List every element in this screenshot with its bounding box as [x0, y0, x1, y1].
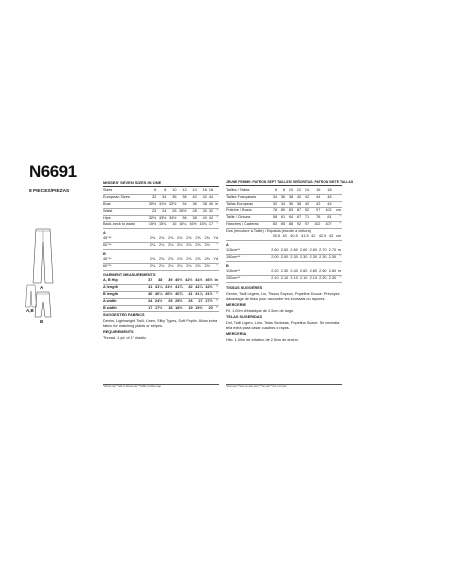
- back-length-values: [226, 234, 342, 241]
- row-label: [226, 234, 270, 241]
- table-cell: 36: [278, 194, 286, 201]
- table-cell: 102: [321, 208, 332, 215]
- english-footnote: *without nap **with or without nap ***width of without nap: [103, 386, 161, 388]
- table-cell: 25: [167, 208, 177, 215]
- row-label: Bust: [103, 202, 147, 209]
- table-cell: 87: [294, 208, 302, 215]
- table-cell: 2.30: [318, 255, 328, 262]
- table-cell: 16: [310, 187, 321, 194]
- table-cell: 2.60: [299, 269, 309, 276]
- table-cell: ": [211, 264, 219, 271]
- table-cell: 2⅝: [202, 257, 211, 264]
- table-row: [226, 276, 342, 283]
- table-cell: 2.10: [289, 276, 299, 283]
- table-row: [103, 278, 219, 285]
- table-cell: ": [337, 276, 342, 283]
- table-cell: 2⅝: [147, 257, 156, 264]
- table-cell: 2.30: [280, 269, 290, 276]
- table-cell: 2.40: [289, 269, 299, 276]
- row-label: Tailles / Tallas: [226, 187, 270, 194]
- table-cell: 24½: [153, 298, 163, 305]
- table-cell: 41½: [204, 291, 214, 298]
- row-label: B width: [103, 305, 147, 312]
- table-cell: 40: [147, 291, 153, 298]
- table-cell: 16: [198, 188, 208, 195]
- table-row: [103, 208, 219, 215]
- french-spanish-footnote: *sans sens **avec ou sans sens ***sin pelo **con o sin pelo: [226, 386, 287, 388]
- view-b-illustration: [33, 262, 53, 318]
- table-cell: 32: [147, 195, 157, 202]
- english-view-b-label: B: [103, 252, 106, 257]
- table-cell: 31½: [157, 202, 167, 209]
- table-cell: 36: [188, 202, 198, 209]
- table-cell: 6: [147, 188, 157, 195]
- table-cell: 81: [321, 215, 332, 222]
- table-cell: 102: [310, 221, 321, 228]
- table-cell: 41¼: [153, 285, 163, 292]
- table-cell: 25: [163, 298, 173, 305]
- table-cell: 40: [294, 194, 302, 201]
- telas-sugeridas-text: Dril, Twill Ligero, Lino, Telas Sedosas, Popelina Suave. Se necesita tela extra para casar cuadros o rayas.: [226, 320, 340, 330]
- table-cell: 2⅝: [174, 257, 183, 264]
- table-cell: 88: [286, 221, 294, 228]
- table-row: [103, 188, 219, 195]
- french-view-b-yardage: [226, 269, 342, 283]
- table-cell: 24: [147, 298, 153, 305]
- table-cell: 2.60: [308, 248, 318, 255]
- table-cell: 38: [153, 278, 163, 285]
- requirements-text: Thread. 1 yd. of 1" elastic.: [103, 336, 147, 341]
- english-view-a-yardage: [103, 236, 219, 250]
- table-cell: 2.60: [270, 248, 280, 255]
- table-cell: 33½: [157, 215, 167, 222]
- french-view-a-label: A: [226, 243, 229, 248]
- table-cell: 38: [286, 194, 294, 201]
- table-cell: 2⅛: [183, 243, 192, 250]
- table-cell: 27: [194, 298, 204, 305]
- table-cell: 39: [163, 278, 173, 285]
- table-cell: ": [214, 215, 219, 222]
- table-cell: 20: [204, 305, 214, 312]
- table-cell: 2⅛: [193, 243, 202, 250]
- table-cell: 2.20: [318, 276, 328, 283]
- table-row: [103, 257, 219, 264]
- table-cell: ": [211, 243, 219, 250]
- table-cell: 2.30: [328, 255, 338, 262]
- table-cell: 83: [270, 221, 278, 228]
- table-cell: ": [214, 298, 219, 305]
- table-cell: 85: [278, 221, 286, 228]
- table-cell: 42.5: [316, 234, 327, 241]
- table-cell: 67: [294, 215, 302, 222]
- table-cell: 41¾: [173, 285, 183, 292]
- table-cell: 2⅛: [165, 264, 174, 271]
- table-cell: 2⅝: [202, 236, 211, 243]
- table-cell: 42: [198, 195, 208, 202]
- table-cell: 25½: [173, 298, 183, 305]
- table-cell: 2⅝: [183, 257, 192, 264]
- table-cell: 36: [177, 215, 187, 222]
- table-cell: ": [214, 285, 219, 292]
- table-cell: [214, 195, 219, 202]
- table-cell: 2.30: [328, 276, 338, 283]
- table-cell: 16¼: [177, 222, 187, 229]
- french-spanish-column: [226, 180, 354, 343]
- garment-measurements-table: [103, 278, 219, 312]
- table-cell: 18: [321, 187, 332, 194]
- table-cell: 97: [302, 221, 310, 228]
- row-label: 150cm**: [226, 255, 270, 262]
- table-cell: 2⅛: [183, 264, 192, 271]
- table-cell: 2⅛: [165, 243, 174, 250]
- table-cell: 38: [294, 201, 302, 208]
- table-cell: 71: [302, 215, 310, 222]
- table-cell: 8: [157, 188, 167, 195]
- table-cell: 2.10: [280, 276, 290, 283]
- table-cell: 58: [270, 215, 278, 222]
- table-cell: m: [337, 248, 342, 255]
- row-label: A, B Hip: [103, 278, 147, 285]
- row-label: Waist: [103, 208, 147, 215]
- table-cell: 42: [208, 215, 214, 222]
- table-cell: 2.20: [270, 269, 280, 276]
- table-cell: m: [337, 269, 342, 276]
- view-ab-label: A,B: [26, 308, 34, 313]
- view-a-label: A: [40, 285, 44, 290]
- table-cell: 2⅝: [193, 236, 202, 243]
- table-cell: 40½: [163, 291, 173, 298]
- table-cell: Yd: [211, 236, 219, 243]
- english-view-a-label: A: [103, 231, 106, 236]
- table-cell: cm: [333, 208, 342, 215]
- row-label: 115cm**: [226, 269, 270, 276]
- french-spanish-size-header: JEUNE FEMME: PATRON SEPT TAILLES/ SEÑORITAS: PATRON SIETE TALLAS: [226, 180, 342, 186]
- table-cell: 12: [294, 187, 302, 194]
- table-row: [226, 215, 342, 222]
- table-cell: ": [333, 221, 342, 228]
- table-cell: 40¾: [173, 291, 183, 298]
- pieces-count: 8 PIECES/PIEZAS: [29, 189, 70, 194]
- french-spanish-size-table: [226, 187, 342, 228]
- table-cell: 2.10: [308, 276, 318, 283]
- tissus-suggeres-header: TISSUS SUGGÉRÉS: [226, 285, 263, 290]
- row-label: Hips: [103, 215, 147, 222]
- table-cell: 34: [177, 202, 187, 209]
- row-label: 60"**: [103, 264, 147, 271]
- row-label: A length: [103, 285, 147, 292]
- table-cell: 43: [327, 234, 334, 241]
- table-cell: ": [214, 208, 219, 215]
- table-cell: 42: [184, 285, 194, 292]
- table-cell: 40: [281, 234, 288, 241]
- table-cell: 42½: [184, 278, 194, 285]
- garment-measurements-header: GARMENT MEASUREMENTS: [103, 273, 156, 278]
- table-cell: 26½: [177, 208, 187, 215]
- table-cell: [333, 201, 342, 208]
- table-cell: 2.30: [289, 255, 299, 262]
- table-cell: Yd: [211, 257, 219, 264]
- table-row: [103, 195, 219, 202]
- table-cell: 2.10: [299, 276, 309, 283]
- table-cell: ": [214, 291, 219, 298]
- table-cell: 76: [310, 215, 321, 222]
- table-cell: 2⅛: [147, 264, 156, 271]
- table-cell: [333, 187, 342, 194]
- table-cell: cm: [334, 234, 342, 241]
- table-cell: 78: [270, 208, 278, 215]
- english-column: [103, 180, 219, 341]
- table-cell: 2⅛: [193, 264, 202, 271]
- table-cell: 36: [167, 195, 177, 202]
- table-cell: 6: [270, 187, 278, 194]
- merceria-header: MERCERIA: [226, 331, 247, 336]
- table-cell: 16½: [188, 222, 198, 229]
- table-cell: 44½: [194, 278, 204, 285]
- table-cell: ": [333, 215, 342, 222]
- table-cell: 36: [286, 201, 294, 208]
- table-cell: 2.70: [318, 248, 328, 255]
- table-cell: 44: [208, 195, 214, 202]
- table-cell: 18½: [173, 305, 183, 312]
- table-cell: 34: [278, 201, 286, 208]
- table-cell: [333, 194, 342, 201]
- table-cell: 34½: [167, 215, 177, 222]
- table-cell: 39.5: [270, 234, 281, 241]
- table-cell: 42: [310, 234, 317, 241]
- row-label: Tailles Françaises: [226, 194, 270, 201]
- row-label: Taille / Cintura: [226, 215, 270, 222]
- table-cell: 42: [310, 201, 321, 208]
- table-cell: 97: [310, 208, 321, 215]
- back-length-label: Dos (encolure à Taille) / Espalda (escote a cintura): [226, 228, 311, 233]
- table-cell: 10: [286, 187, 294, 194]
- table-cell: 2⅝: [183, 236, 192, 243]
- table-cell: 30: [198, 208, 208, 215]
- row-label: 60"**: [103, 243, 147, 250]
- table-row: [226, 255, 342, 262]
- table-cell: 2⅛: [202, 264, 211, 271]
- table-cell: 2⅛: [174, 243, 183, 250]
- view-b-label: B: [40, 319, 44, 324]
- tissus-suggeres-text: Denim, Twill Légers, Lin, Tissus Soyeux, Popeline Douce. Prévoyez davantage de tissu pour raccorder les écossais ou rayures.: [226, 291, 340, 301]
- table-cell: 2⅝: [174, 236, 183, 243]
- table-cell: 42¼: [194, 285, 204, 292]
- table-cell: 18: [163, 305, 173, 312]
- table-row: [226, 208, 342, 215]
- table-cell: 42½: [204, 285, 214, 292]
- english-size-table: [103, 188, 219, 229]
- table-cell: 42: [302, 194, 310, 201]
- table-row: [226, 201, 342, 208]
- table-cell: 61: [278, 215, 286, 222]
- table-cell: 30½: [147, 202, 157, 209]
- row-label: 45"**: [103, 257, 147, 264]
- table-cell: 32½: [167, 202, 177, 209]
- table-cell: 2.60: [308, 269, 318, 276]
- table-cell: 38: [177, 195, 187, 202]
- table-cell: ": [214, 222, 219, 229]
- table-row: [226, 234, 342, 241]
- table-cell: 28: [188, 208, 198, 215]
- table-cell: 32½: [147, 215, 157, 222]
- table-cell: 38: [188, 215, 198, 222]
- table-cell: 38: [198, 202, 208, 209]
- table-cell: 107: [321, 221, 332, 228]
- table-cell: 2.60: [318, 269, 328, 276]
- table-cell: 14: [302, 187, 310, 194]
- table-cell: 2.60: [328, 269, 338, 276]
- table-cell: 41½: [163, 285, 173, 292]
- table-cell: 92: [302, 208, 310, 215]
- table-cell: 34: [157, 195, 167, 202]
- row-label: Tallas Europeas: [226, 201, 270, 208]
- table-row: [103, 236, 219, 243]
- table-cell: 40.5: [288, 234, 299, 241]
- table-cell: 44: [310, 194, 321, 201]
- suggested-fabrics-header: SUGGESTED FABRICS: [103, 313, 145, 318]
- table-cell: 23: [147, 208, 157, 215]
- table-cell: 46: [321, 194, 332, 201]
- table-cell: 26: [184, 298, 194, 305]
- table-cell: 40: [198, 215, 208, 222]
- table-cell: 2⅝: [165, 257, 174, 264]
- row-label: Sizes: [103, 188, 147, 195]
- table-cell: 40: [302, 201, 310, 208]
- table-cell: 2⅝: [156, 257, 165, 264]
- table-cell: 2⅝: [165, 236, 174, 243]
- row-label: 115cm**: [226, 248, 270, 255]
- table-row: [103, 264, 219, 271]
- table-cell: 80: [278, 208, 286, 215]
- row-label: B length: [103, 291, 147, 298]
- merceria-text: Hilo. 1.00m de elástico de 2.5cm de ancho.: [226, 337, 299, 342]
- table-cell: 2⅛: [174, 264, 183, 271]
- table-row: [226, 187, 342, 194]
- table-cell: 2.10: [270, 276, 280, 283]
- table-cell: 2.60: [299, 248, 309, 255]
- table-cell: [214, 188, 219, 195]
- table-row: [103, 222, 219, 229]
- table-cell: 2.70: [328, 248, 338, 255]
- french-view-a-yardage: [226, 248, 342, 262]
- english-view-b-yardage: [103, 257, 219, 271]
- table-cell: 24: [157, 208, 167, 215]
- table-cell: 8: [278, 187, 286, 194]
- table-cell: 16¾: [198, 222, 208, 229]
- table-cell: in: [214, 278, 219, 285]
- table-cell: 37: [147, 278, 153, 285]
- table-cell: 19: [184, 305, 194, 312]
- table-cell: 2.00: [270, 255, 280, 262]
- table-row: [103, 291, 219, 298]
- table-cell: 2⅛: [202, 243, 211, 250]
- table-cell: 32: [270, 201, 278, 208]
- telas-sugeridas-header: TELAS SUGERIDAS: [226, 314, 263, 319]
- english-size-header: MISSES' SEVEN SIZES IN ONE: [103, 180, 219, 187]
- table-cell: 41: [147, 285, 153, 292]
- table-cell: 2.30: [308, 255, 318, 262]
- table-cell: 12: [177, 188, 187, 195]
- row-label: Back-neck to waist: [103, 222, 147, 229]
- mercerie-text: Fil. 1.00m d'élastique de 2.5cm de large.: [226, 308, 295, 313]
- table-cell: 17: [208, 222, 214, 229]
- table-cell: 2.30: [299, 255, 309, 262]
- table-cell: 2.00: [280, 255, 290, 262]
- french-view-b-label: B: [226, 264, 229, 268]
- row-label: 45"**: [103, 236, 147, 243]
- table-cell: 2.60: [289, 248, 299, 255]
- table-cell: 19½: [194, 305, 204, 312]
- table-cell: 17: [147, 305, 153, 312]
- table-cell: 2⅝: [193, 257, 202, 264]
- row-label: European Sizes: [103, 195, 147, 202]
- table-cell: 92: [294, 221, 302, 228]
- table-cell: 83: [286, 208, 294, 215]
- table-cell: 14: [188, 188, 198, 195]
- table-row: [103, 243, 219, 250]
- table-row: [226, 269, 342, 276]
- table-cell: ": [337, 255, 342, 262]
- row-label: Hanches / Caderas: [226, 221, 270, 228]
- table-cell: 40½: [173, 278, 183, 285]
- table-row: [226, 194, 342, 201]
- table-cell: 16: [167, 222, 177, 229]
- pattern-number: N6691: [29, 162, 77, 181]
- table-cell: 17½: [153, 305, 163, 312]
- mercerie-header: MERCERIE: [226, 302, 247, 307]
- table-cell: 10: [167, 188, 177, 195]
- table-row: [103, 202, 219, 209]
- suggested-fabrics-text: Denim, Lightweight Twill, Linen, Silky Types, Soft Poplin. Allow extra fabric for matching plaids or stripes.: [103, 319, 218, 329]
- table-cell: 40¼: [153, 291, 163, 298]
- table-cell: 2⅝: [147, 236, 156, 243]
- table-cell: 15½: [147, 222, 157, 229]
- table-cell: 2⅛: [156, 264, 165, 271]
- table-cell: 15¾: [157, 222, 167, 229]
- requirements-header: REQUIREMENTS: [103, 330, 134, 335]
- row-label: A width: [103, 298, 147, 305]
- table-cell: 41: [184, 291, 194, 298]
- table-row: [226, 248, 342, 255]
- table-cell: 64: [286, 215, 294, 222]
- table-row: [103, 215, 219, 222]
- row-label: Poitrine / Busto: [226, 208, 270, 215]
- row-label: 150cm**: [226, 276, 270, 283]
- table-cell: 44: [321, 201, 332, 208]
- table-cell: ": [214, 305, 219, 312]
- table-cell: 2.60: [280, 248, 290, 255]
- table-cell: 34: [270, 194, 278, 201]
- table-cell: 40: [208, 202, 214, 209]
- table-cell: 27½: [204, 298, 214, 305]
- table-cell: 46½: [204, 278, 214, 285]
- table-row: [103, 285, 219, 292]
- table-cell: 32: [208, 208, 214, 215]
- table-row: [226, 221, 342, 228]
- table-cell: 2⅝: [156, 236, 165, 243]
- table-row: [103, 298, 219, 305]
- table-cell: 41¼: [194, 291, 204, 298]
- table-row: [103, 305, 219, 312]
- table-cell: 18: [208, 188, 214, 195]
- table-cell: in: [214, 202, 219, 209]
- table-cell: 41.5: [299, 234, 310, 241]
- table-cell: 2⅛: [156, 243, 165, 250]
- table-cell: 2⅛: [147, 243, 156, 250]
- table-cell: 40: [188, 195, 198, 202]
